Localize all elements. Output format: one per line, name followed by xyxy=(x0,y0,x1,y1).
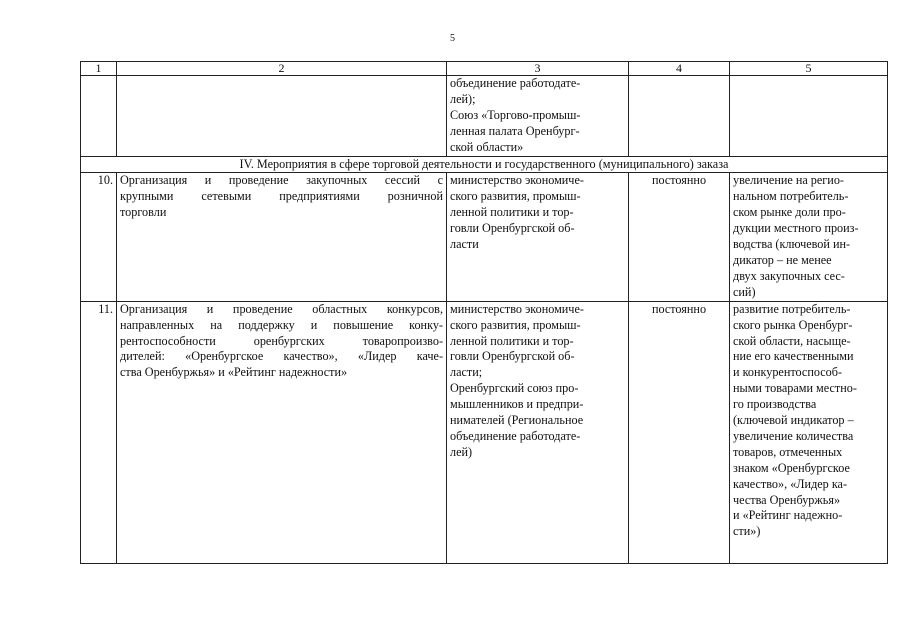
executor-line: ской области» xyxy=(450,139,524,154)
activity-cell xyxy=(117,301,447,563)
row-number: 11. xyxy=(81,301,117,563)
continued-term-cell xyxy=(629,76,730,157)
result-line: сий) xyxy=(733,284,756,299)
result-line: чества Оренбуржья» xyxy=(733,492,841,507)
executor-line: ского развития, промыш- xyxy=(450,189,581,204)
executor-cell xyxy=(447,173,629,301)
executor-line: мышленников и предпри- xyxy=(450,397,584,412)
result-line: дукции местного произ- xyxy=(733,221,859,236)
executor-line: ленной политики и тор- xyxy=(450,333,574,348)
executor-line: ласти xyxy=(450,237,479,252)
activity-line: торговли xyxy=(120,205,167,220)
header-row xyxy=(81,62,888,76)
result-line: двух закупочных сес- xyxy=(733,268,845,283)
executor-line: объединение работодате- xyxy=(450,76,581,90)
continued-result-cell xyxy=(730,76,888,157)
result-line: ского рынка Оренбург- xyxy=(733,317,853,332)
executor-line: лей); xyxy=(450,91,476,106)
result-line: нальном потребитель- xyxy=(733,189,849,204)
executor-line: ленной политики и тор- xyxy=(450,205,574,220)
continued-row xyxy=(81,76,888,157)
result-line: ском рынке доли про- xyxy=(733,205,846,220)
executor-line: министерство экономиче- xyxy=(450,301,584,316)
page-number: 5 xyxy=(450,33,455,44)
executor-cell xyxy=(447,301,629,563)
result-line: увеличение количества xyxy=(733,428,854,443)
result-line: ными товарами местно- xyxy=(733,381,857,396)
continued-executor-cell xyxy=(447,76,629,157)
activity-cell xyxy=(117,173,447,301)
table-row xyxy=(81,173,888,301)
result-cell xyxy=(730,173,888,301)
executor-line: говли Оренбургской об- xyxy=(450,349,575,364)
header-col-5: 5 xyxy=(730,62,888,76)
result-line: дикатор – не менее xyxy=(733,252,832,267)
result-line: ние его качественными xyxy=(733,349,854,364)
activity-line: дителей: «Оренбургское качество», «Лидер каче- xyxy=(120,349,443,364)
result-line: (ключевой индикатор – xyxy=(733,413,854,428)
row-number: 10. xyxy=(81,173,117,301)
executor-line: говли Оренбургской об- xyxy=(450,221,575,236)
section-row xyxy=(81,156,888,173)
result-line: товаров, отмеченных xyxy=(733,444,843,459)
result-cell xyxy=(730,301,888,563)
executor-line: ленная палата Оренбург- xyxy=(450,123,580,138)
term-cell: постоянно xyxy=(629,173,730,301)
executor-line: ского развития, промыш- xyxy=(450,317,581,332)
executor-line: министерство экономиче- xyxy=(450,173,584,188)
continued-num-cell xyxy=(81,76,117,157)
result-line: увеличение на регио- xyxy=(733,173,844,188)
table-row xyxy=(81,301,888,563)
header-col-1: 1 xyxy=(81,62,117,76)
result-line: водства (ключевой ин- xyxy=(733,237,851,252)
activity-line: крупными сетевыми предприятиями розничной xyxy=(120,189,443,204)
result-line: и «Рейтинг надежно- xyxy=(733,508,843,523)
executor-line: Оренбургский союз про- xyxy=(450,381,579,396)
header-col-2: 2 xyxy=(117,62,447,76)
executor-line: лей) xyxy=(450,444,473,459)
result-line: ской области, насыще- xyxy=(733,333,851,348)
measures-table xyxy=(80,61,888,564)
activity-line: ства Оренбуржья» и «Рейтинг надежности» xyxy=(120,365,348,380)
header-col-3: 3 xyxy=(447,62,629,76)
result-line: и конкурентоспособ- xyxy=(733,365,843,380)
result-line: качество», «Лидер ка- xyxy=(733,476,848,491)
activity-line: Организация и проведение закупочных сессий с xyxy=(120,173,443,188)
executor-line: Союз «Торгово-промыш- xyxy=(450,107,581,122)
term-cell: постоянно xyxy=(629,301,730,563)
activity-line: рентоспособности оренбургских товаропроизво- xyxy=(120,333,443,348)
executor-line: ласти; xyxy=(450,365,483,380)
executor-line: нимателей (Региональное xyxy=(450,413,584,428)
result-line: знаком «Оренбургское xyxy=(733,460,850,475)
result-line: развитие потребитель- xyxy=(733,301,851,316)
activity-line: направленных на поддержку и повышение конку- xyxy=(120,317,443,332)
result-line: го производства xyxy=(733,397,817,412)
section-title: IV. Мероприятия в сфере торговой деятельности и государственного (муниципального) заказа xyxy=(81,156,888,173)
executor-line: объединение работодате- xyxy=(450,428,581,443)
continued-activity-cell xyxy=(117,76,447,157)
result-line: сти») xyxy=(733,524,761,539)
header-col-4: 4 xyxy=(629,62,730,76)
activity-line: Организация и проведение областных конкурсов, xyxy=(120,301,443,316)
